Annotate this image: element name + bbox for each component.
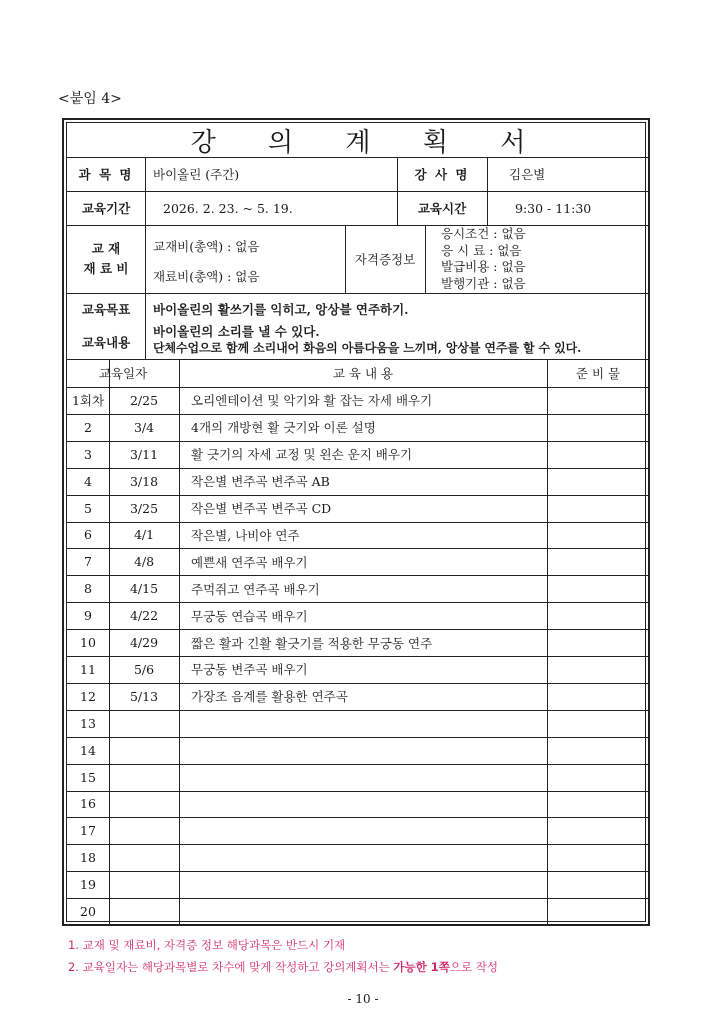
session-date	[109, 817, 179, 844]
session-number: 9	[84, 608, 92, 624]
session-content: 무궁동 변주곡 배우기	[191, 662, 308, 678]
goal-label: 교육목표	[81, 302, 131, 317]
session-prep	[547, 468, 649, 495]
session-number: 1회차	[71, 393, 105, 409]
session-number: 19	[80, 877, 96, 893]
materials-label-line2: 재 료 비	[83, 261, 129, 276]
session-prep	[547, 898, 649, 925]
session-date: 4/15	[129, 581, 159, 597]
session-prep	[547, 387, 649, 414]
session-date	[109, 791, 179, 818]
session-date	[109, 710, 179, 737]
session-date	[109, 871, 179, 898]
session-prep	[547, 764, 649, 791]
session-number: 11	[80, 661, 96, 677]
session-number: 2	[84, 419, 92, 435]
session-content	[179, 871, 547, 898]
session-date: 3/11	[129, 446, 159, 462]
session-content	[179, 844, 547, 871]
session-content	[179, 817, 547, 844]
session-date: 3/18	[129, 473, 159, 489]
session-prep	[547, 522, 649, 549]
session-prep	[547, 871, 649, 898]
note-2	[68, 956, 498, 978]
session-number: 18	[80, 850, 96, 866]
schedule-header-date: 교육일자	[98, 366, 148, 381]
session-prep	[547, 710, 649, 737]
note-2-text: 2. 교육일자는 해당과목별로 차수에 맞게 작성하고 강의계획서는	[68, 960, 394, 974]
course-label: 과 목 명	[78, 167, 134, 182]
content-label: 교육내용	[81, 335, 131, 350]
session-prep	[547, 817, 649, 844]
session-content: 주먹쥐고 연주곡 배우기	[191, 581, 320, 597]
session-date: 5/6	[133, 661, 155, 677]
session-number: 6	[84, 527, 92, 543]
time-label: 교육시간	[417, 201, 467, 216]
session-prep	[547, 575, 649, 602]
session-prep	[547, 791, 649, 818]
session-prep	[547, 441, 649, 468]
session-number: 10	[80, 635, 96, 651]
content-line2: 단체수업으로 함께 소리내어 화음의 아름다움을 느끼며, 앙상블 연주를 할 수 있다.	[153, 341, 582, 355]
session-prep	[547, 629, 649, 656]
course-name: 바이올린 (주간)	[153, 167, 240, 182]
session-number: 7	[84, 554, 92, 570]
note-2-end: 으로 작성	[449, 960, 498, 974]
form-inner-border	[66, 122, 646, 922]
session-content: 작은별, 나비야 연주	[191, 527, 300, 543]
session-number: 8	[84, 581, 92, 597]
session-number: 16	[80, 796, 96, 812]
session-prep	[547, 656, 649, 683]
session-content: 오리엔테이션 및 악기와 활 잡는 자세 배우기	[191, 393, 433, 409]
textbook-fee: 교재비(총액) : 없음	[153, 239, 260, 254]
period-label: 교육기간	[81, 201, 131, 216]
cert-exam-fee: 응 시 료 : 없음	[441, 242, 522, 258]
session-content: 작은별 변주곡 변주곡 AB	[191, 474, 330, 490]
time-value: 9:30 - 11:30	[515, 200, 592, 216]
session-date: 3/25	[129, 500, 159, 516]
session-content	[179, 898, 547, 925]
session-prep	[547, 602, 649, 629]
session-date: 2/25	[129, 392, 159, 408]
materials-label-line1: 교 재	[91, 241, 121, 256]
session-content	[179, 710, 547, 737]
page-number: - 10 -	[347, 992, 379, 1006]
session-prep	[547, 495, 649, 522]
certificate-label: 자격증정보	[354, 252, 416, 267]
session-prep	[547, 414, 649, 441]
schedule-header-content: 교 육 내 용	[332, 366, 394, 381]
session-date: 4/1	[133, 527, 155, 543]
session-content: 무궁동 연습곡 배우기	[191, 608, 308, 624]
material-fee: 재료비(총액) : 없음	[153, 269, 260, 284]
goal-value: 바이올린의 활쓰기를 익히고, 앙상블 연주하기.	[153, 302, 409, 317]
note-2-emphasis: 가능한 1쪽	[393, 960, 450, 974]
session-date: 3/4	[133, 419, 155, 435]
session-prep	[547, 737, 649, 764]
session-date: 4/29	[129, 635, 159, 651]
session-content	[179, 791, 547, 818]
content-line1: 바이올린의 소리를 낼 수 있다.	[153, 324, 320, 339]
session-number: 17	[80, 823, 96, 839]
cert-exam-condition: 응시조건 : 없음	[441, 226, 526, 241]
session-number: 13	[80, 715, 96, 731]
session-date	[109, 898, 179, 925]
session-number: 12	[80, 688, 96, 704]
session-content: 짧은 활과 긴활 활긋기를 적용한 무궁동 연주	[191, 635, 433, 651]
session-number: 3	[84, 446, 92, 462]
instructor-label: 강 사 명	[414, 167, 470, 182]
session-content: 4개의 개방현 활 긋기와 이론 설명	[191, 420, 376, 436]
session-content: 가장조 음계를 활용한 연주곡	[191, 689, 348, 705]
session-prep	[547, 548, 649, 575]
session-content	[179, 737, 547, 764]
session-date	[109, 764, 179, 791]
lecture-plan-form	[62, 118, 650, 926]
session-date: 5/13	[129, 688, 159, 704]
session-date	[109, 844, 179, 871]
session-prep	[547, 844, 649, 871]
cert-issue-cost: 발급비용 : 없음	[441, 259, 526, 274]
session-content: 작은별 변주곡 변주곡 CD	[191, 501, 332, 517]
session-content: 활 긋기의 자세 교정 및 왼손 운지 배우기	[191, 447, 413, 463]
session-date	[109, 737, 179, 764]
session-number: 20	[80, 904, 96, 920]
session-date: 4/8	[133, 554, 155, 570]
session-number: 4	[84, 473, 92, 489]
note-1: 1. 교재 및 재료비, 자격증 정보 해당과목은 반드시 기재	[68, 938, 346, 952]
cert-issuer: 발행기관 : 없음	[441, 275, 526, 291]
footnotes	[68, 934, 498, 978]
session-number: 14	[80, 742, 96, 758]
session-number: 15	[80, 769, 96, 785]
schedule-header-prep: 준 비 물	[575, 366, 621, 381]
instructor-name: 김은별	[509, 167, 546, 182]
session-number: 5	[84, 500, 92, 516]
session-content	[179, 764, 547, 791]
period-value: 2026. 2. 23. ~ 5. 19.	[163, 200, 293, 216]
session-date: 4/22	[129, 608, 159, 624]
attachment-label: <붙임 4>	[58, 91, 122, 107]
session-content: 예쁜새 연주곡 배우기	[191, 554, 308, 570]
session-prep	[547, 683, 649, 710]
form-title: 강 의 계 획 서	[190, 127, 548, 158]
